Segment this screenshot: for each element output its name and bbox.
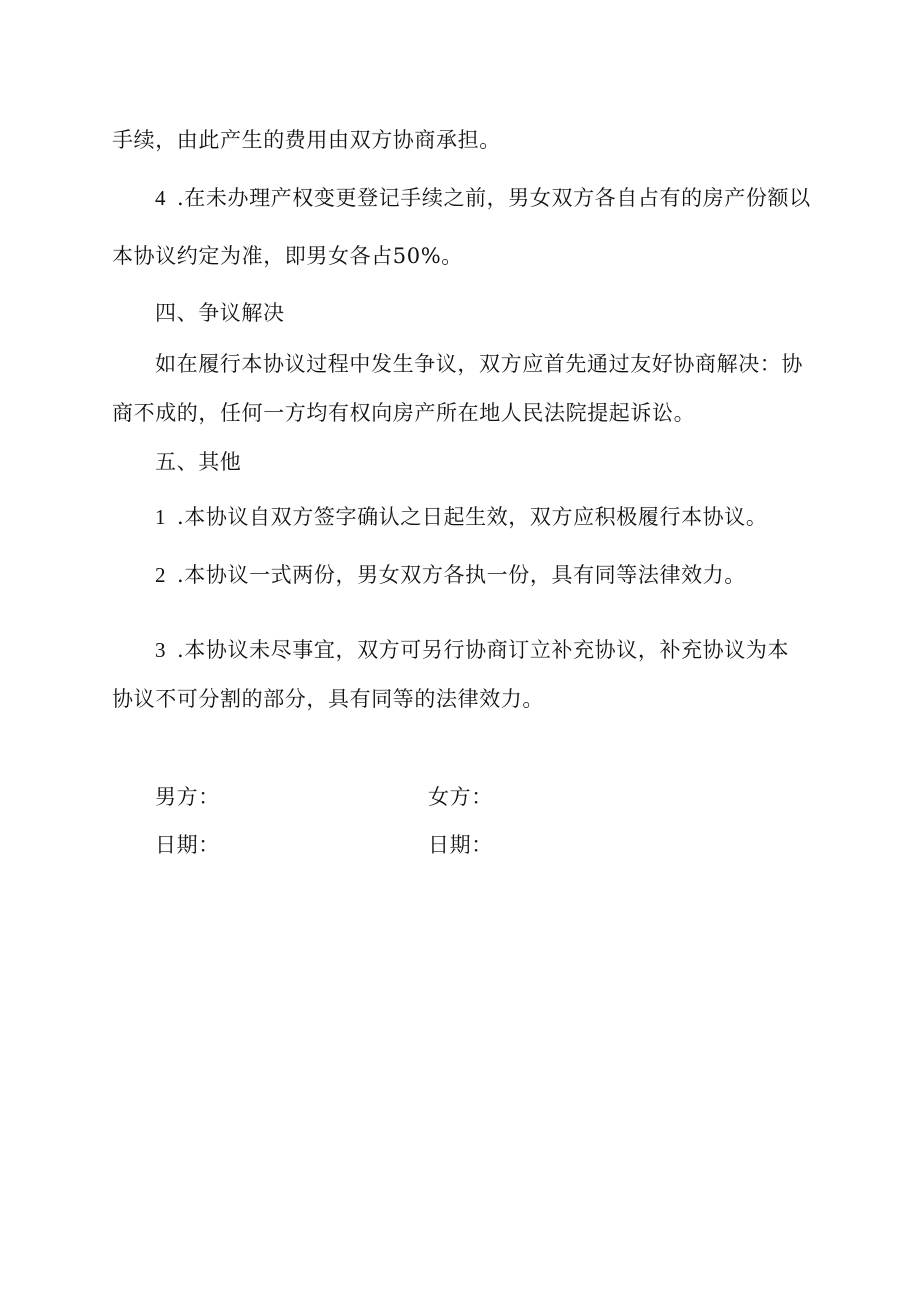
item-1-text: .本协议自双方签字确认之日起生效，双方应积极履行本协议。 xyxy=(177,505,768,529)
section-5-heading: 五、其他 xyxy=(155,450,242,474)
item-3-number: 3 xyxy=(155,638,167,662)
section-5-item-3-line-2: 协议不可分割的部分，具有同等的法律效力。 xyxy=(112,687,544,711)
item-4-text: .在未办理产权变更登记手续之前，男女双方各自占有的房产份额以 xyxy=(177,186,811,210)
section-5-item-1 xyxy=(155,503,767,531)
item-4-number: 4 xyxy=(155,186,167,210)
section-4-body-line-1: 如在履行本协议过程中发生争议，双方应首先通过友好协商解决：协 xyxy=(155,352,803,376)
item-2-number: 2 xyxy=(155,563,167,587)
section-4-body-line-2: 商不成的，任何一方均有权向房产所在地人民法院提起诉讼。 xyxy=(112,401,696,425)
paragraph-continuation: 手续，由此产生的费用由双方协商承担。 xyxy=(112,128,501,152)
male-signature-label: 男方： xyxy=(155,785,220,809)
item-2-text: .本协议一式两份，男女双方各执一份，具有同等法律效力。 xyxy=(177,563,746,587)
item-4-line-1 xyxy=(155,184,811,212)
section-5-item-2 xyxy=(155,561,746,589)
female-signature-label: 女方： xyxy=(428,785,493,809)
item-1-number: 1 xyxy=(155,505,167,529)
section-5-item-3-line-1 xyxy=(155,636,789,664)
item-3-text: .本协议未尽事宜，双方可另行协商订立补充协议，补充协议为本 xyxy=(177,638,790,662)
date-right-label: 日期： xyxy=(428,833,493,857)
item-4-line-2: 本协议约定为准，即男女各占50%。 xyxy=(112,244,463,268)
date-left-label: 日期： xyxy=(155,833,220,857)
section-4-heading: 四、争议解决 xyxy=(155,301,285,325)
